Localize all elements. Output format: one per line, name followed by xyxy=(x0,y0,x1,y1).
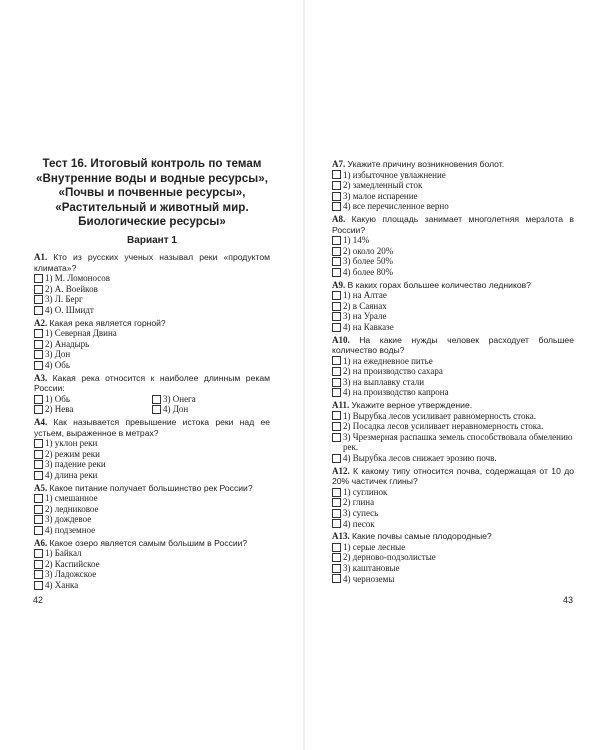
option-label: 4) Вырубка лесов снижает эрозию почв. xyxy=(343,453,497,464)
question-text: Укажите верное утверждение. xyxy=(351,400,473,411)
option[interactable] xyxy=(34,438,270,449)
option-label: 4) подземное xyxy=(45,524,96,535)
checkbox[interactable] xyxy=(34,549,43,558)
question-text: Какая река относится к наиболее длинным рекам России: xyxy=(34,372,271,394)
option-label: 2) глина xyxy=(343,497,375,508)
checkbox[interactable] xyxy=(332,312,341,321)
option-label: 1) на ежедневное питье xyxy=(343,355,433,366)
checkbox[interactable] xyxy=(332,181,341,190)
title-line: «Внутренние воды и водные ресурсы», xyxy=(36,171,268,185)
right-page xyxy=(305,0,600,750)
checkbox[interactable] xyxy=(34,471,43,480)
checkbox[interactable] xyxy=(34,340,43,349)
title-line: «Почвы и почвенные ресурсы», xyxy=(58,186,246,199)
option-label: 3) Ладожское xyxy=(45,569,97,580)
option[interactable] xyxy=(332,487,574,498)
question-number: А6. xyxy=(34,537,48,548)
option[interactable] xyxy=(34,284,270,295)
checkbox[interactable] xyxy=(332,367,341,376)
checkbox[interactable] xyxy=(332,388,341,397)
option[interactable] xyxy=(152,404,270,415)
question-text: В каких горах большее количество ледников? xyxy=(347,279,531,290)
option[interactable] xyxy=(34,525,270,536)
question-text: Какие почвы самые плодородные? xyxy=(352,531,492,542)
option[interactable] xyxy=(34,514,270,525)
question-number: А10. xyxy=(332,334,350,345)
option[interactable] xyxy=(332,170,574,181)
option[interactable] xyxy=(332,411,574,422)
checkbox[interactable] xyxy=(332,378,341,387)
option-label: 1) избыточное увлажнение xyxy=(343,169,446,180)
option-label: 3) на выплавку стали xyxy=(343,376,425,387)
left-column xyxy=(34,157,270,591)
option-label: 1) уклон реки xyxy=(45,438,98,449)
question-a5 xyxy=(34,483,270,494)
option[interactable] xyxy=(332,191,574,202)
option[interactable] xyxy=(34,459,270,470)
option-label: 4) черноземы xyxy=(343,573,395,584)
question-number: А3. xyxy=(34,372,48,383)
option-label: 4) на производство капрона xyxy=(343,387,449,398)
option[interactable] xyxy=(332,356,574,367)
question-number: А11. xyxy=(332,400,350,411)
option[interactable] xyxy=(34,273,270,284)
checkbox[interactable] xyxy=(332,488,341,497)
option[interactable] xyxy=(332,180,574,191)
option-label: 4) длина реки xyxy=(45,469,98,480)
option-label: 3) дождевое xyxy=(45,514,92,525)
option-label: 4) Дон xyxy=(163,404,189,415)
question-a4 xyxy=(34,417,270,438)
option[interactable] xyxy=(332,311,574,322)
question-a12 xyxy=(332,466,574,487)
checkbox[interactable] xyxy=(332,356,341,365)
option[interactable] xyxy=(332,497,574,508)
question-number: А1. xyxy=(34,252,48,263)
option[interactable] xyxy=(34,504,270,515)
option[interactable] xyxy=(34,339,270,350)
question-a10 xyxy=(332,335,574,356)
page-number: 42 xyxy=(33,595,44,605)
option-label: 1) смешанное xyxy=(45,493,98,504)
checkbox[interactable] xyxy=(34,581,43,590)
checkbox[interactable] xyxy=(332,519,341,528)
checkbox[interactable] xyxy=(152,405,161,414)
checkbox[interactable] xyxy=(332,433,341,442)
option[interactable] xyxy=(332,542,574,553)
checkbox[interactable] xyxy=(332,192,341,201)
question-number: А7. xyxy=(332,159,346,169)
option-label: 1) М. Ломоносов xyxy=(45,273,110,284)
question-number: А12. xyxy=(332,465,350,476)
option-label: 2) Посадка лесов усиливает неравномерность стока. xyxy=(343,421,544,432)
option[interactable] xyxy=(332,322,574,333)
option-label: 4) О. Шмидт xyxy=(45,305,94,316)
checkbox[interactable] xyxy=(332,247,341,256)
option[interactable] xyxy=(332,366,574,377)
option-label: 3) Онега xyxy=(163,393,196,404)
option[interactable] xyxy=(34,559,270,570)
option-label: 3) малое испарение xyxy=(343,190,418,201)
question-number: А8. xyxy=(332,213,346,224)
option-label: 1) Северная Двина xyxy=(45,328,117,339)
checkbox[interactable] xyxy=(34,570,43,579)
checkbox[interactable] xyxy=(34,515,43,524)
option[interactable] xyxy=(34,493,270,504)
title-line: Биологические ресурсы» xyxy=(78,215,226,228)
checkbox[interactable] xyxy=(332,564,341,573)
question-number: А13. xyxy=(332,531,350,542)
option-label: 2) около 20% xyxy=(343,245,394,256)
option[interactable] xyxy=(332,574,574,585)
checkbox[interactable] xyxy=(332,268,341,277)
question-text: Как называется превышение истока реки над ее устьем, выраженное в метрах? xyxy=(34,417,270,438)
option-label: 2) дерново-подзолистые xyxy=(343,552,436,563)
checkbox[interactable] xyxy=(332,574,341,583)
question-a8 xyxy=(332,214,574,235)
option[interactable] xyxy=(332,235,574,246)
option-label: 3) Дон xyxy=(45,349,71,360)
question-text: К какому типу относится почва, содержащая от 10 до 20% частичек глины? xyxy=(332,465,574,487)
checkbox[interactable] xyxy=(332,411,341,420)
question-a6 xyxy=(34,538,270,549)
checkbox[interactable] xyxy=(34,405,43,414)
right-column xyxy=(332,157,574,584)
option[interactable] xyxy=(332,552,574,563)
option-label: 3) каштановые xyxy=(343,562,400,573)
option[interactable] xyxy=(34,360,270,371)
option[interactable] xyxy=(332,432,574,453)
checkbox[interactable] xyxy=(152,395,161,404)
option-label: 1) Байкал xyxy=(45,548,82,559)
checkbox[interactable] xyxy=(332,202,341,211)
checkbox[interactable] xyxy=(34,526,43,535)
option-label: 4) на Кавказе xyxy=(343,321,394,332)
checkbox[interactable] xyxy=(332,323,341,332)
option[interactable] xyxy=(332,519,574,530)
option[interactable] xyxy=(332,256,574,267)
page-number: 43 xyxy=(563,595,574,605)
question-text: Какая река является горной? xyxy=(49,317,166,328)
option[interactable] xyxy=(34,449,270,460)
option[interactable] xyxy=(332,563,574,574)
option[interactable] xyxy=(34,580,270,591)
question-text: На какие нужды человек расходует большее количество воды? xyxy=(332,334,574,356)
question-text: Какую площадь занимает многолетняя мерзлота в России? xyxy=(332,213,574,235)
options-grid xyxy=(34,394,270,415)
checkbox[interactable] xyxy=(332,553,341,562)
option-label: 3) на Урале xyxy=(343,311,387,322)
question-a2 xyxy=(34,318,270,329)
option-label: 2) Нева xyxy=(45,404,74,415)
option[interactable] xyxy=(332,453,574,464)
option[interactable] xyxy=(152,394,270,405)
option-label: 4) Ханка xyxy=(45,579,79,590)
checkbox[interactable] xyxy=(332,454,341,463)
option-label: 2) на производство сахара xyxy=(343,366,443,377)
option-label: 1) Вырубка лесов усиливает равномерность стока. xyxy=(343,410,536,421)
checkbox[interactable] xyxy=(34,395,43,404)
option-label: 2) режим реки xyxy=(45,448,100,459)
option-label: 4) песок xyxy=(343,518,375,529)
option-label: 2) замедленный сток xyxy=(343,180,423,191)
option-label: 2) Анадырь xyxy=(45,338,90,349)
question-number: А4. xyxy=(34,417,48,427)
option[interactable] xyxy=(34,470,270,481)
question-number: А9. xyxy=(332,279,346,290)
checkbox[interactable] xyxy=(332,302,341,311)
option-label: 3) Чрезмерная распашка земель способствовала обмелению рек. xyxy=(343,431,573,453)
option-label: 4) более 80% xyxy=(343,266,393,277)
option[interactable] xyxy=(332,201,574,212)
option[interactable] xyxy=(34,305,270,316)
question-text: Какое озеро является самым большим в России? xyxy=(49,537,248,548)
checkbox[interactable] xyxy=(34,439,43,448)
question-number: А5. xyxy=(34,482,48,493)
question-text: Кто из русских ученых называл реки «продуктом климата»? xyxy=(34,252,271,273)
question-text: Укажите причину возникновения болот. xyxy=(347,159,505,169)
checkbox[interactable] xyxy=(34,460,43,469)
option-label: 1) на Алтае xyxy=(343,290,387,301)
option-label: 4) все перечисленное верно xyxy=(343,201,449,212)
option[interactable] xyxy=(332,387,574,398)
option-label: 3) более 50% xyxy=(343,256,393,267)
checkbox[interactable] xyxy=(332,498,341,507)
checkbox[interactable] xyxy=(332,509,341,518)
question-a11 xyxy=(332,400,574,411)
checkbox[interactable] xyxy=(34,285,43,294)
option[interactable] xyxy=(332,246,574,257)
option-label: 1) суглинок xyxy=(343,486,388,497)
checkbox[interactable] xyxy=(34,505,43,514)
option-label: 2) Каспийское xyxy=(45,558,100,569)
checkbox[interactable] xyxy=(34,560,43,569)
checkbox[interactable] xyxy=(34,306,43,315)
option-label: 2) ледниковое xyxy=(45,503,99,514)
checkbox[interactable] xyxy=(34,350,43,359)
option-label: 3) Л. Берг xyxy=(45,294,83,305)
title-line: Тест 16. Итоговый контроль по темам xyxy=(42,157,262,170)
option-label: 2) в Саянах xyxy=(343,300,387,311)
checkbox[interactable] xyxy=(332,257,341,266)
variant-label: Вариант 1 xyxy=(127,234,177,246)
option-label: 1) Обь xyxy=(45,393,70,404)
question-a3 xyxy=(34,373,270,394)
option[interactable] xyxy=(332,267,574,278)
checkbox[interactable] xyxy=(332,291,341,300)
checkbox[interactable] xyxy=(332,170,341,179)
test-title xyxy=(34,157,270,230)
checkbox[interactable] xyxy=(332,543,341,552)
title-line: «Растительный и животный мир. xyxy=(55,200,249,214)
question-number: А2. xyxy=(34,317,48,328)
option[interactable] xyxy=(34,328,270,339)
checkbox[interactable] xyxy=(34,274,43,283)
option[interactable] xyxy=(332,508,574,519)
option[interactable] xyxy=(34,404,152,415)
option[interactable] xyxy=(34,394,152,405)
option-label: 2) А. Воейков xyxy=(45,283,98,294)
option[interactable] xyxy=(34,548,270,559)
checkbox[interactable] xyxy=(34,295,43,304)
option[interactable] xyxy=(34,294,270,305)
option[interactable] xyxy=(34,569,270,580)
option[interactable] xyxy=(332,290,574,301)
option[interactable] xyxy=(332,377,574,388)
option-label: 1) серые лесные xyxy=(343,541,406,552)
option[interactable] xyxy=(332,421,574,432)
option[interactable] xyxy=(34,349,270,360)
checkbox[interactable] xyxy=(34,361,43,370)
checkbox[interactable] xyxy=(34,450,43,459)
option-label: 3) супесь xyxy=(343,508,379,518)
question-a9 xyxy=(332,280,574,291)
question-text: Какое питание получает большинство рек России? xyxy=(49,482,253,493)
option-label: 3) падение реки xyxy=(45,459,106,470)
checkbox[interactable] xyxy=(332,236,341,245)
question-a1 xyxy=(34,252,270,273)
option-label: 1) 14% xyxy=(343,235,370,246)
option[interactable] xyxy=(332,301,574,312)
checkbox[interactable] xyxy=(34,494,43,503)
question-a7 xyxy=(332,159,574,170)
question-a13 xyxy=(332,531,574,542)
checkbox[interactable] xyxy=(332,422,341,431)
option-label: 4) Обь xyxy=(45,360,70,371)
checkbox[interactable] xyxy=(34,329,43,338)
